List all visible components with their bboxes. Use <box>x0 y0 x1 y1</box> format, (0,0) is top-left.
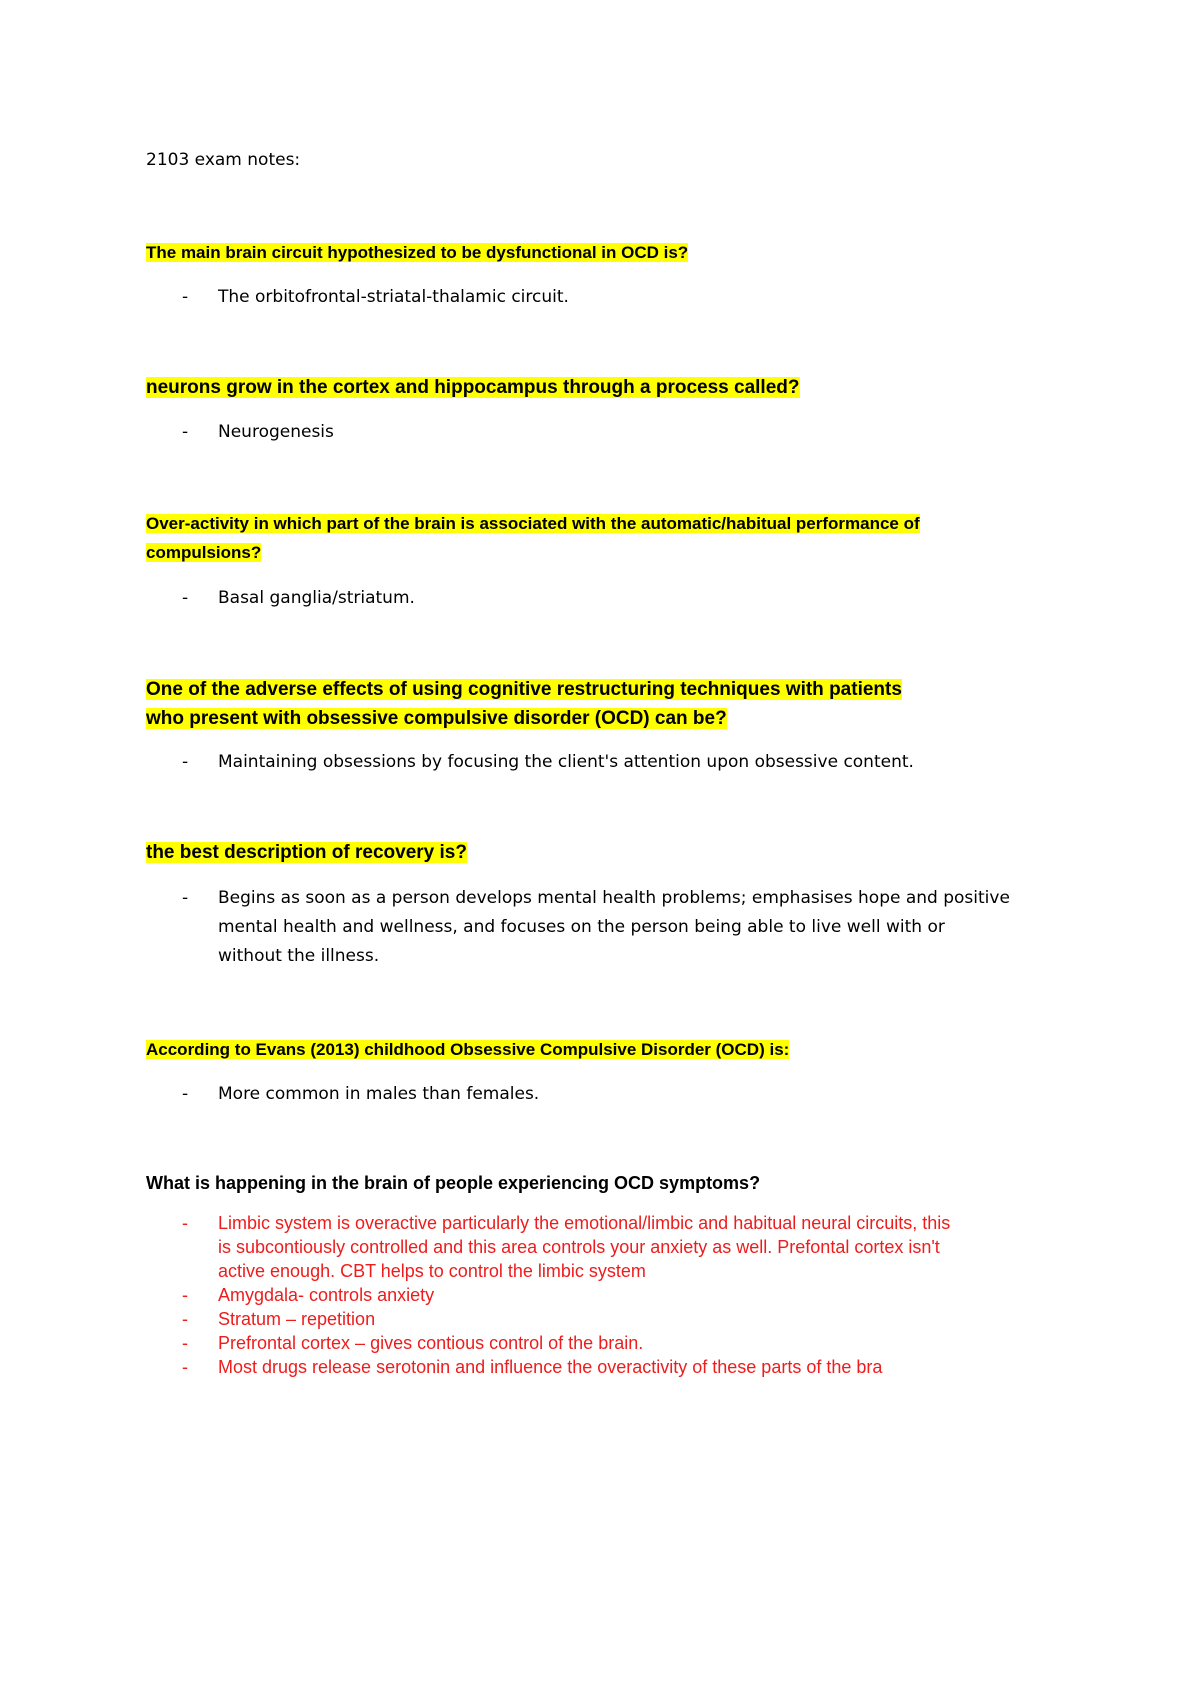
answer-1-line-1: - The orbitofrontal-striatal-thalamic circuit. <box>146 283 569 312</box>
answer-1 <box>146 283 569 312</box>
bullet-dash: - <box>182 1285 188 1305</box>
question-1-line-1: The main brain circuit hypothesized to be dysfunctional in OCD is? <box>146 243 689 262</box>
red-bullet-5: - Most drugs release serotonin and influence the overactivity of these parts of the bra <box>182 1357 883 1377</box>
bullet-dash: - <box>182 422 189 442</box>
answer-5-line-2: mental health and wellness, and focuses on the person being able to live well with or <box>218 917 945 937</box>
bullet-dash: - <box>182 287 189 307</box>
question-4-line-2: who present with obsessive compulsive disorder (OCD) can be? <box>146 708 727 729</box>
answer-2 <box>146 418 334 447</box>
answer-4-line-1: - Maintaining obsessions by focusing the client's attention upon obsessive content. <box>146 748 914 777</box>
question-7: What is happening in the brain of people experiencing OCD symptoms? <box>146 1173 761 1193</box>
red-bullet-3: - Stratum – repetition <box>182 1309 376 1329</box>
question-5 <box>146 838 467 867</box>
bullet-dash: - <box>182 1213 188 1233</box>
red-bullet-2: - Amygdala- controls anxiety <box>182 1285 435 1305</box>
answer-6 <box>146 1080 539 1109</box>
red-bullet-1: - Limbic system is overactive particularly the emotional/limbic and habitual neural circuits, this is subcontiously controlled and this area controls your anxiety as well. Prefontal cortex isn't active enough. CBT helps to control the limbic system <box>182 1213 951 1281</box>
question-3-line-2: compulsions? <box>146 543 262 562</box>
question-5-line-1: the best description of recovery is? <box>146 842 467 863</box>
question-3-line-1: Over-activity in which part of the brain is associated with the automatic/habitual performance of <box>146 514 920 533</box>
bullet-dash: - <box>182 1309 188 1329</box>
question-4-line-1: One of the adverse effects of using cognitive restructuring techniques with patients <box>146 679 902 700</box>
bullet-dash: - <box>182 1084 189 1104</box>
red-bullet-4: - Prefrontal cortex – gives contious control of the brain. <box>182 1333 644 1353</box>
question-4 <box>146 675 902 733</box>
answer-2-line-1: - Neurogenesis <box>146 418 334 447</box>
answer-4 <box>146 748 914 777</box>
red-bullet-list <box>146 1211 950 1379</box>
answer-5-line-3: without the illness. <box>218 946 380 966</box>
answer-5 <box>146 884 1010 971</box>
answer-3 <box>146 584 415 613</box>
question-2-line-1: neurons grow in the cortex and hippocampus through a process called? <box>146 377 800 398</box>
answer-3-line-1: - Basal ganglia/striatum. <box>146 584 415 613</box>
document-title: 2103 exam notes: <box>146 150 301 170</box>
bullet-dash: - <box>182 888 189 908</box>
bullet-dash: - <box>182 752 189 772</box>
bullet-dash: - <box>182 588 189 608</box>
bullet-dash: - <box>182 1333 188 1353</box>
question-2 <box>146 373 800 402</box>
answer-6-line-1: - More common in males than females. <box>146 1080 539 1109</box>
bullet-dash: - <box>182 1357 188 1377</box>
question-6 <box>146 1035 789 1064</box>
question-3 <box>146 509 920 567</box>
answer-5-line-1: - Begins as soon as a person develops mental health problems; emphasises hope and positive <box>146 884 1010 913</box>
question-6-line-1: According to Evans (2013) childhood Obsessive Compulsive Disorder (OCD) is: <box>146 1040 790 1059</box>
question-1 <box>146 238 688 267</box>
